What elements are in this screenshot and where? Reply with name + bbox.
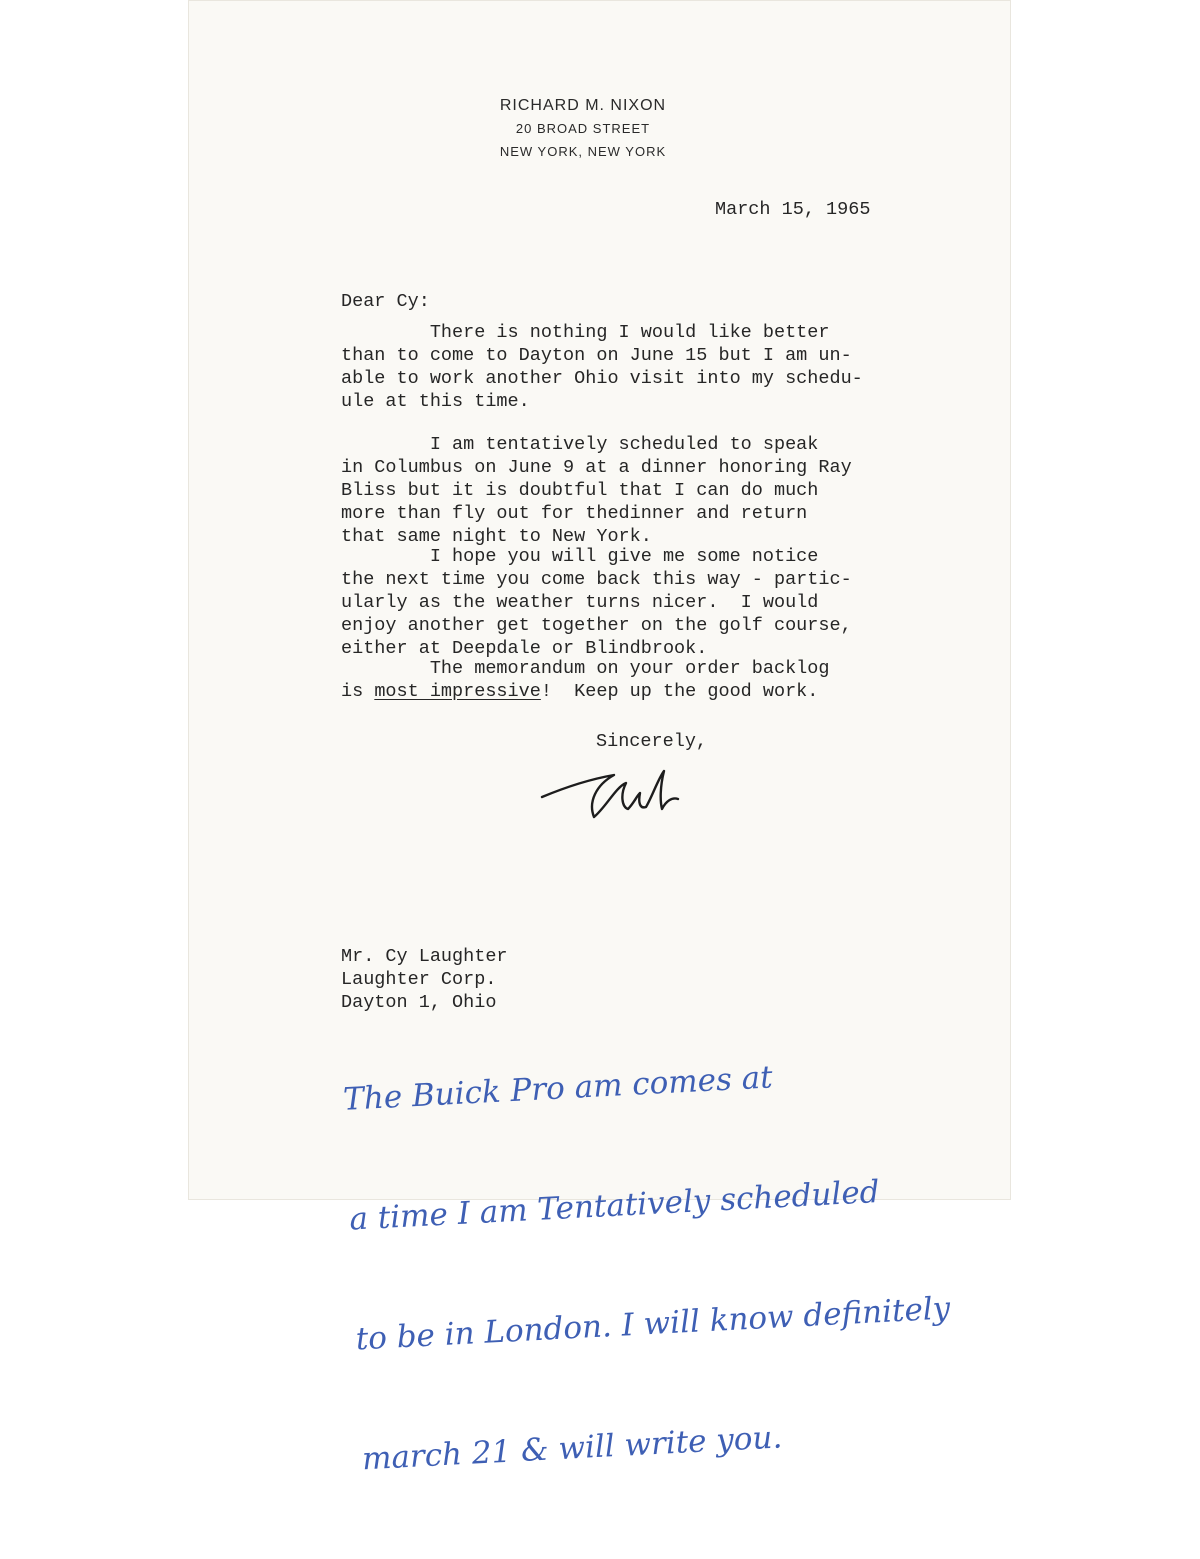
letterhead-city: NEW YORK, NEW YORK [499, 144, 667, 159]
paragraph-1-line-3: able to work another Ohio visit into my schedu- [341, 368, 863, 389]
recipient-city: Dayton 1, Ohio [341, 992, 497, 1013]
paragraph-2 [341, 433, 852, 548]
paragraph-4-last-prefix: is [341, 681, 375, 702]
paragraph-3-line-3: ularly as the weather turns nicer. I would [341, 592, 819, 613]
paragraph-4-emphasis: most impressive [374, 681, 541, 702]
letter-paper [188, 0, 1011, 1478]
handwritten-line-3: to be in London. I will know definitely [354, 1290, 952, 1358]
paragraph-1-line-2: than to come to Dayton on June 15 but I am un- [341, 345, 852, 366]
paragraph-2-line-5: that same night to New York. [341, 526, 652, 547]
handwritten-line-4: march 21 & will write you. [361, 1419, 784, 1478]
signature-image [536, 757, 686, 827]
paragraph-3-line-5: either at Deepdale or Blindbrook. [341, 638, 708, 659]
paragraph-2-line-1: I am tentatively scheduled to speak [341, 434, 819, 455]
paragraph-3-line-1: I hope you will give me some notice [341, 546, 819, 567]
salutation: Dear Cy: [341, 291, 430, 312]
handwritten-note [338, 969, 962, 1559]
letter-date: March 15, 1965 [715, 199, 871, 220]
paragraph-1-line-1: There is nothing I would like better [341, 322, 830, 343]
letterhead-name: RICHARD M. NIXON [499, 97, 667, 114]
paragraph-1 [341, 321, 863, 413]
paragraph-3-line-4: enjoy another get together on the golf course, [341, 615, 852, 636]
recipient-name: Mr. Cy Laughter [341, 946, 508, 967]
handwritten-line-2: a time I am Tentatively scheduled [348, 1173, 881, 1238]
paragraph-1-line-4: ule at this time. [341, 391, 530, 412]
paragraph-4 [341, 657, 829, 703]
recipient-company: Laughter Corp. [341, 969, 497, 990]
paragraph-2-line-3: Bliss but it is doubtful that I can do much [341, 480, 819, 501]
paragraph-2-line-2: in Columbus on June 9 at a dinner honoring Ray [341, 457, 852, 478]
handwritten-line-1: The Buick Pro am comes at [342, 1059, 774, 1118]
closing: Sincerely, [596, 731, 708, 752]
paragraph-2-line-4: more than fly out for thedinner and return [341, 503, 808, 524]
paragraph-3-line-2: the next time you come back this way - partic- [341, 569, 852, 590]
paragraph-4-line-1: The memorandum on your order backlog [341, 658, 830, 679]
paragraph-4-last-suffix: ! Keep up the good work. [540, 681, 819, 702]
paragraph-3 [341, 545, 852, 660]
letterhead-street: 20 BROAD STREET [515, 121, 651, 136]
